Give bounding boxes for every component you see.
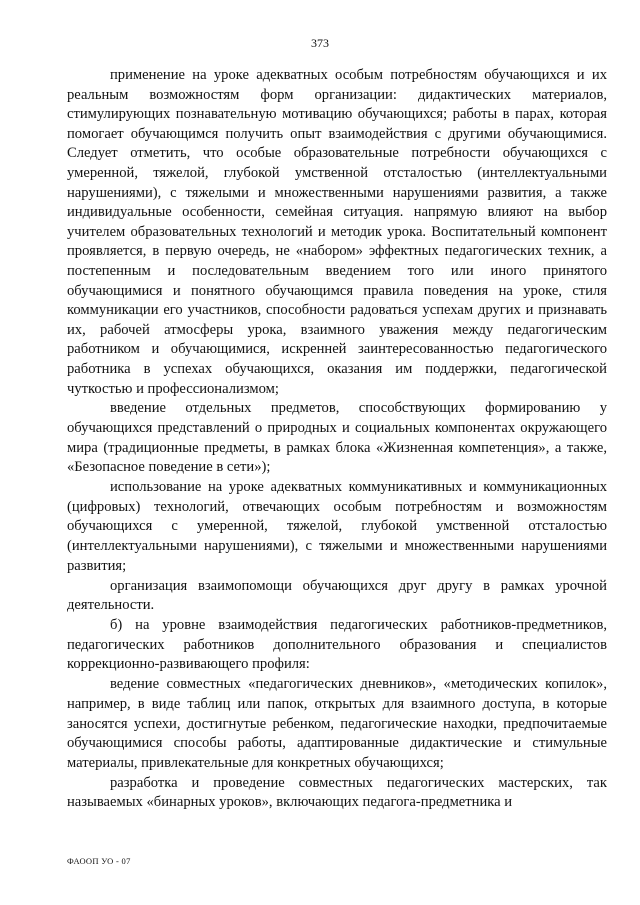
footer-code: ФАООП УО - 07 — [67, 856, 131, 866]
paragraph-1: применение на уроке адекватных особым потребностям обучающихся и их реальным возможностям форм организации: дидактических материалов, стимулирующих познавательную мотивацию обучающихся; работы в парах, которая помогает обучающимся получить опыт взаимодействия с другими обучающимися. Следует отметить, что особые образовательные потребности обучающихся с умеренной, тяжелой, глубокой умственной отсталостью (интеллектуальными нарушениями), с тяжелыми и множественными нарушениями развития, а также индивидуальные особенности, семейная ситуация. напрямую влияют на выбор учителем образовательных технологий и методик урока. Воспитательный компонент проявляется, в первую очередь, не «набором» эффектных педагогических техник, а постепенным и последовательным введением того или иного принятого обучающимися и понятного обучающимся правила поведения на уроке, стиля коммуникации его участников, способности радоваться успехам других и признавать их, рабочей атмосферы урока, взаимного уважения между педагогическим работником и обучающимися, искренней заинтересованностью педагогического работника в успехах обучающихся, оказания им поддержки, педагогической чуткостью и профессионализмом; — [67, 67, 607, 397]
paragraph-7: разработка и проведение совместных педагогических мастерских, так называемых «бинарных уроков», включающих педагога-предметника и — [67, 774, 607, 811]
paragraph-2: введение отдельных предметов, способствующих формированию у обучающихся представлений о природных и социальных компонентах окружающего мира (традиционные предметы, в рамках блока «Жизненная компетенция», а также, «Безопасное поведение в сети»); — [67, 400, 607, 476]
page-number: 373 — [311, 36, 329, 50]
body-text — [67, 66, 607, 813]
paragraph-5: б) на уровне взаимодействия педагогических работников-предметников, педагогических работников дополнительного образования и специалистов коррекционно-развивающего профиля: — [67, 617, 607, 673]
paragraph-3: использование на уроке адекватных коммуникативных и коммуникационных (цифровых) технологий, отвечающих особым потребностям и возможностям обучающихся с умеренной, тяжелой, глубокой умственной отсталостью (интеллектуальными нарушениями), с тяжелыми и множественными нарушениями развития; — [67, 479, 607, 574]
paragraph-6: ведение совместных «педагогических дневников», «методических копилок», например, в виде таблиц или папок, открытых для взаимного доступа, в которые заносятся успехи, достигнутые ребенком, педагогические находки, предпочитаемые обучающимися способы работы, адаптированные дидактические и стимульные материалы, привлекательные для конкретных обучающихся; — [67, 676, 607, 771]
paragraph-4: организация взаимопомощи обучающихся друг другу в рамках урочной деятельности. — [67, 577, 607, 614]
